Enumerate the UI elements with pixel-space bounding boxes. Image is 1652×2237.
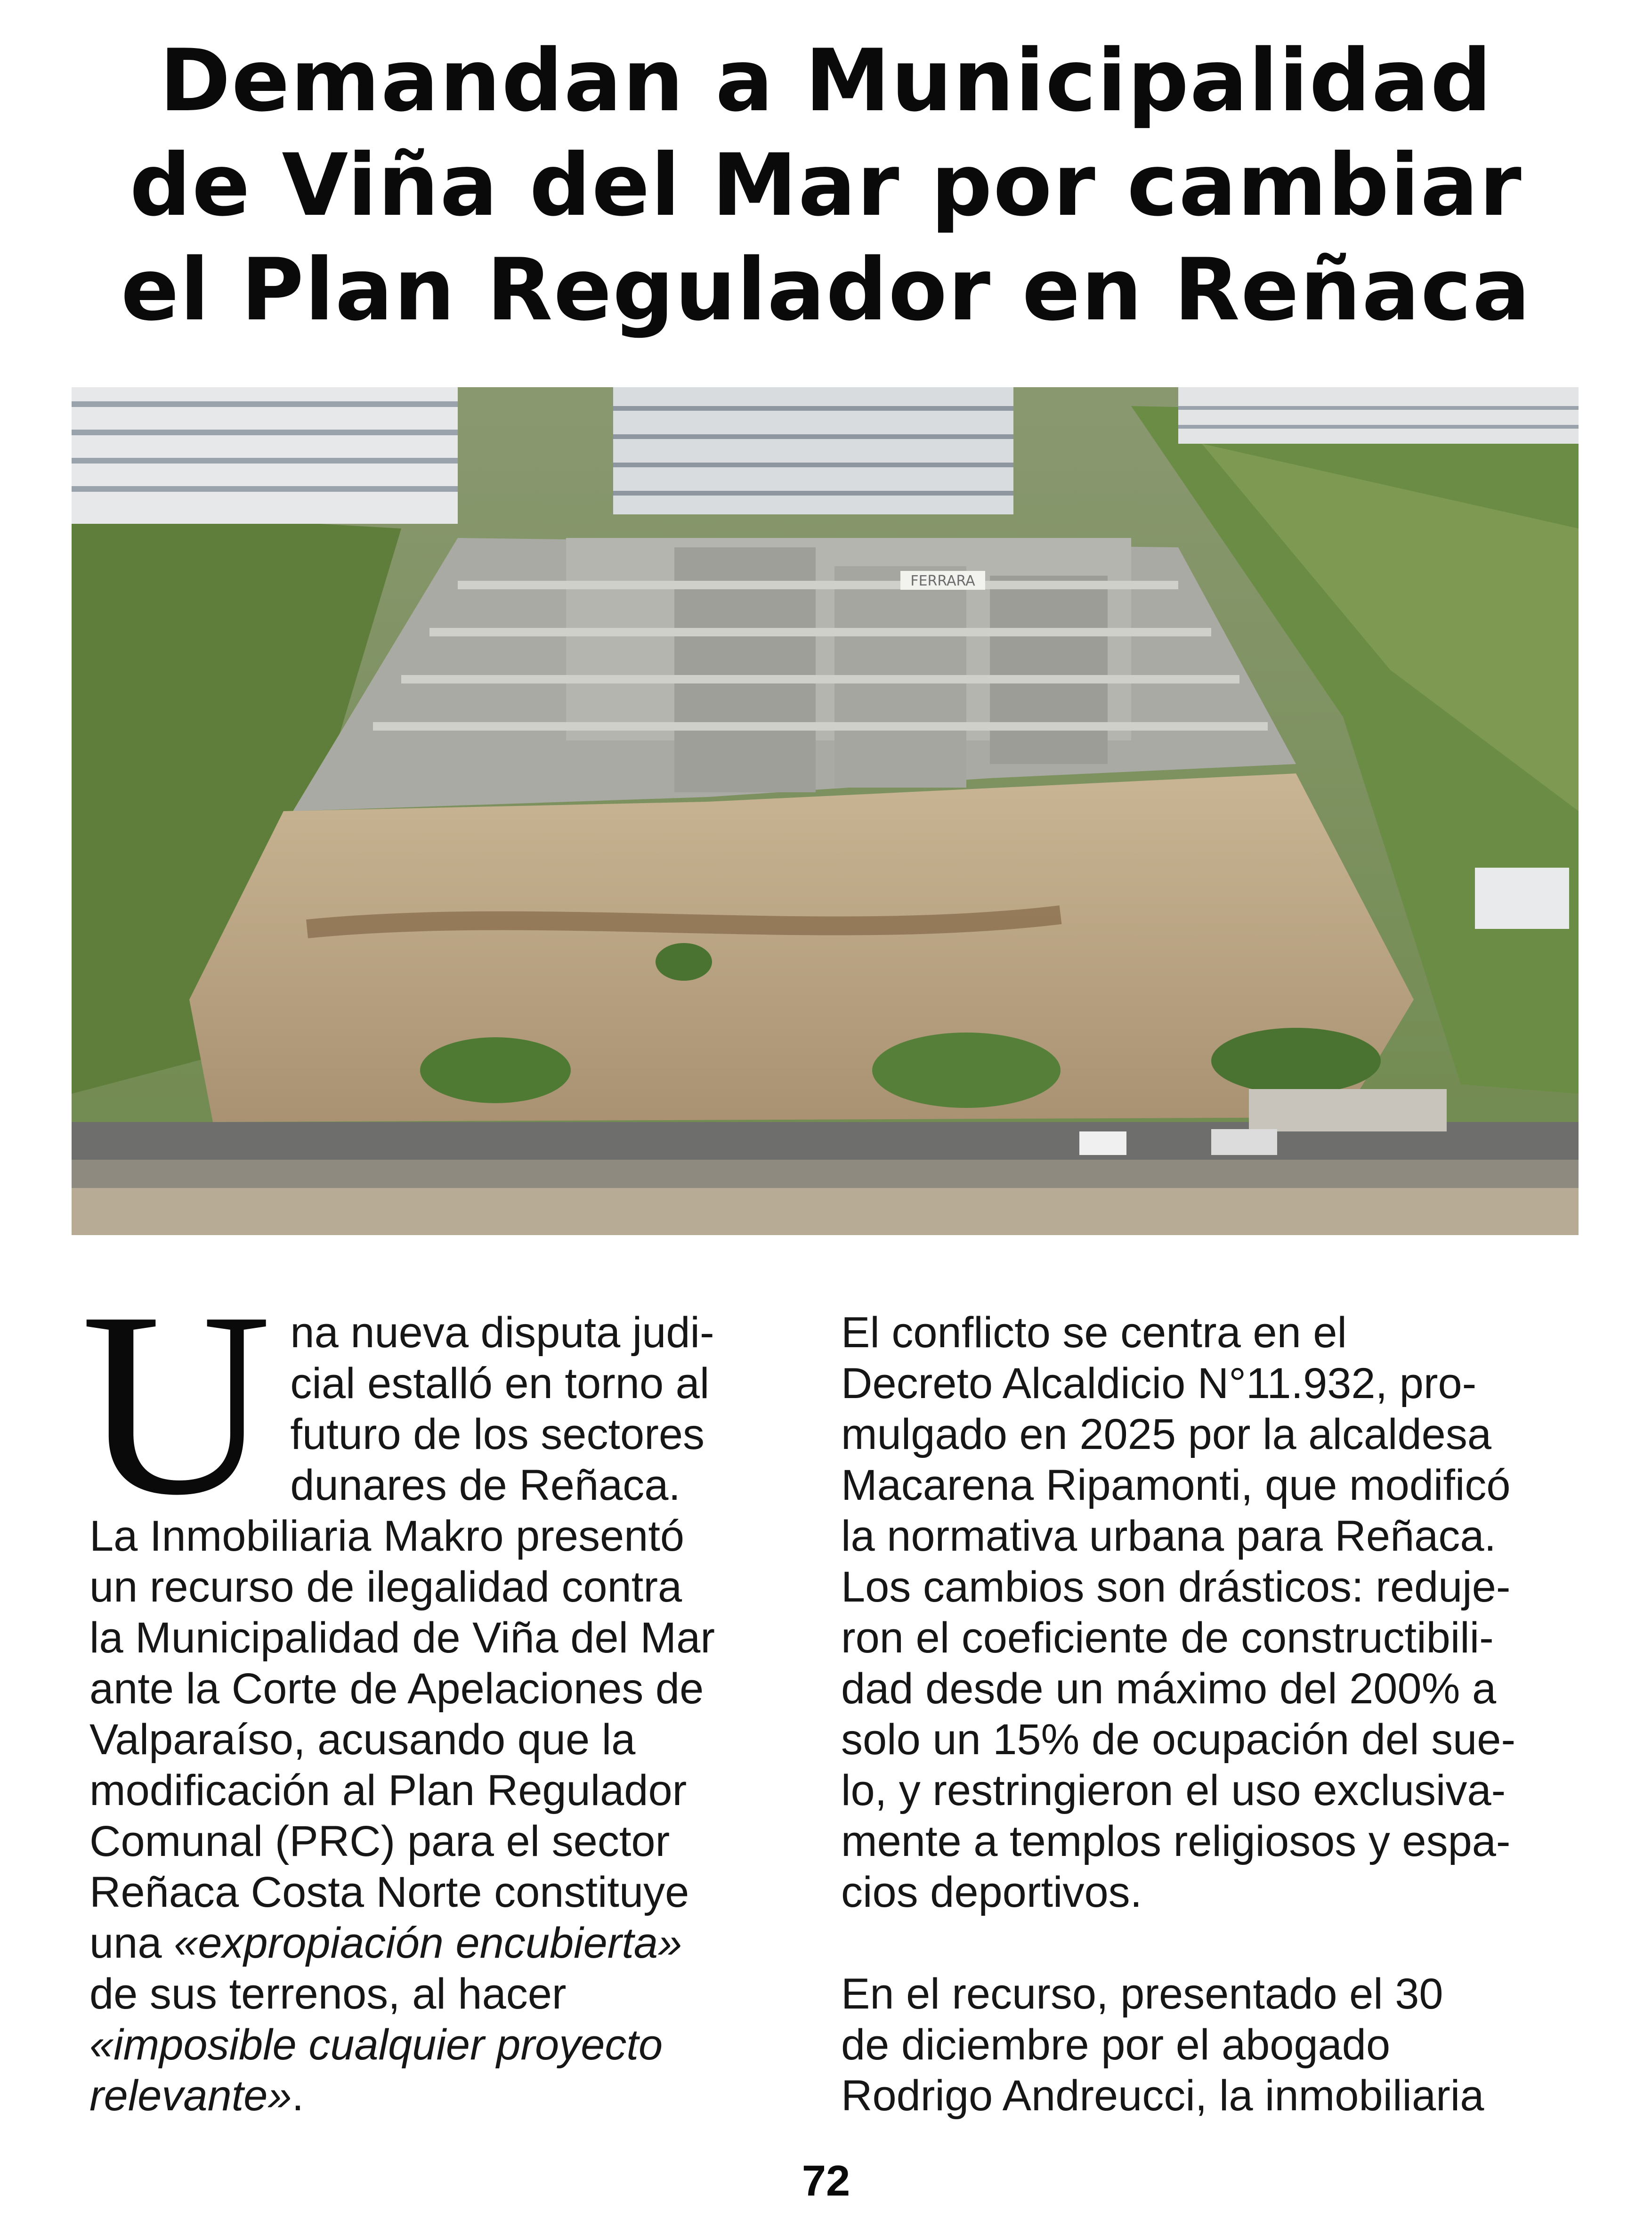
article-column-right: [841, 1307, 1529, 2121]
text-line: la Municipalidad de Viña del Mar: [89, 1614, 715, 1662]
building-right: [1178, 387, 1579, 444]
paragraph-gap: [841, 1918, 1529, 1969]
headline: [71, 28, 1581, 342]
quote-imposible: «imposible cualquier proyecto: [89, 2021, 663, 2069]
text-line: Comunal (PRC) para el sector: [89, 1817, 670, 1865]
text-line: de sus terrenos, al hacer: [89, 1970, 567, 2018]
text-line: Los cambios son drásticos: reduje-: [841, 1563, 1511, 1611]
drop-cap: U: [81, 1258, 272, 1550]
quote-line: [89, 2070, 777, 2121]
headline-line: el Plan Regulador en Reñaca: [121, 240, 1531, 340]
text-line: cial estalló en torno al: [290, 1359, 710, 1407]
text-line: Valparaíso, acusando que la: [89, 1716, 636, 1764]
quote-prefix: una: [89, 1919, 174, 1967]
wall-sign: FERRARA: [910, 573, 975, 589]
text-line: ante la Corte de Apelaciones de: [89, 1665, 704, 1713]
text-line: dunares de Reñaca.: [290, 1461, 681, 1509]
text-line: ron el coeficiente de constructibili-: [841, 1614, 1494, 1662]
text-line: na nueva disputa judi-: [290, 1309, 714, 1357]
text-line: Reñaca Costa Norte constituye: [89, 1868, 689, 1916]
text-line: Macarena Ripamonti, que modificó: [841, 1461, 1511, 1509]
quote-relevante: relevante»: [89, 2072, 292, 2120]
building-left: [72, 387, 458, 524]
text-line: Rodrigo Andreucci, la inmobiliaria: [841, 2072, 1484, 2120]
headline-line: de Viña del Mar por cambiar: [130, 135, 1522, 235]
text-line: lo, y restringieron el uso exclusiva-: [841, 1766, 1506, 1814]
text-line: En el recurso, presentado el 30: [841, 1970, 1443, 2018]
text-line: mulgado en 2025 por la alcaldesa: [841, 1410, 1491, 1458]
text-line-with-quote: [89, 1918, 777, 1969]
text-line: la normativa urbana para Reñaca.: [841, 1512, 1497, 1560]
headline-line: Demandan a Municipalidad: [159, 31, 1493, 130]
quote-expropiacion: «expropiación encubierta»: [174, 1919, 682, 1967]
road: [72, 1188, 1579, 1235]
aerial-photo: [72, 387, 1579, 1235]
text-line: dad desde un máximo del 200% a: [841, 1665, 1497, 1713]
retaining-wall-structure: [293, 538, 1296, 811]
text-line: La Inmobiliaria Makro presentó: [89, 1512, 685, 1560]
article-column-left: [81, 1258, 777, 2121]
text-line: cios deportivos.: [841, 1868, 1142, 1916]
quote-line: [89, 2019, 777, 2070]
text-line: de diciembre por el abogado: [841, 2021, 1391, 2069]
text-line: modificación al Plan Regulador: [89, 1766, 687, 1814]
quote-suffix: .: [292, 2072, 304, 2120]
text-line: El conflicto se centra en el: [841, 1309, 1347, 1357]
text-line: solo un 15% de ocupación del sue-: [841, 1716, 1516, 1764]
text-line: futuro de los sectores: [290, 1410, 705, 1458]
page-number: 72: [802, 2157, 850, 2205]
aerial-photo-illustration: [72, 387, 1579, 1235]
text-line: un recurso de ilegalidad contra: [89, 1563, 682, 1611]
small-house: [1475, 868, 1569, 929]
text-line: mente a templos religiosos y espa-: [841, 1817, 1511, 1865]
text-line: Decreto Alcaldicio N°11.932, pro-: [841, 1359, 1477, 1407]
building-center: [613, 387, 1013, 514]
